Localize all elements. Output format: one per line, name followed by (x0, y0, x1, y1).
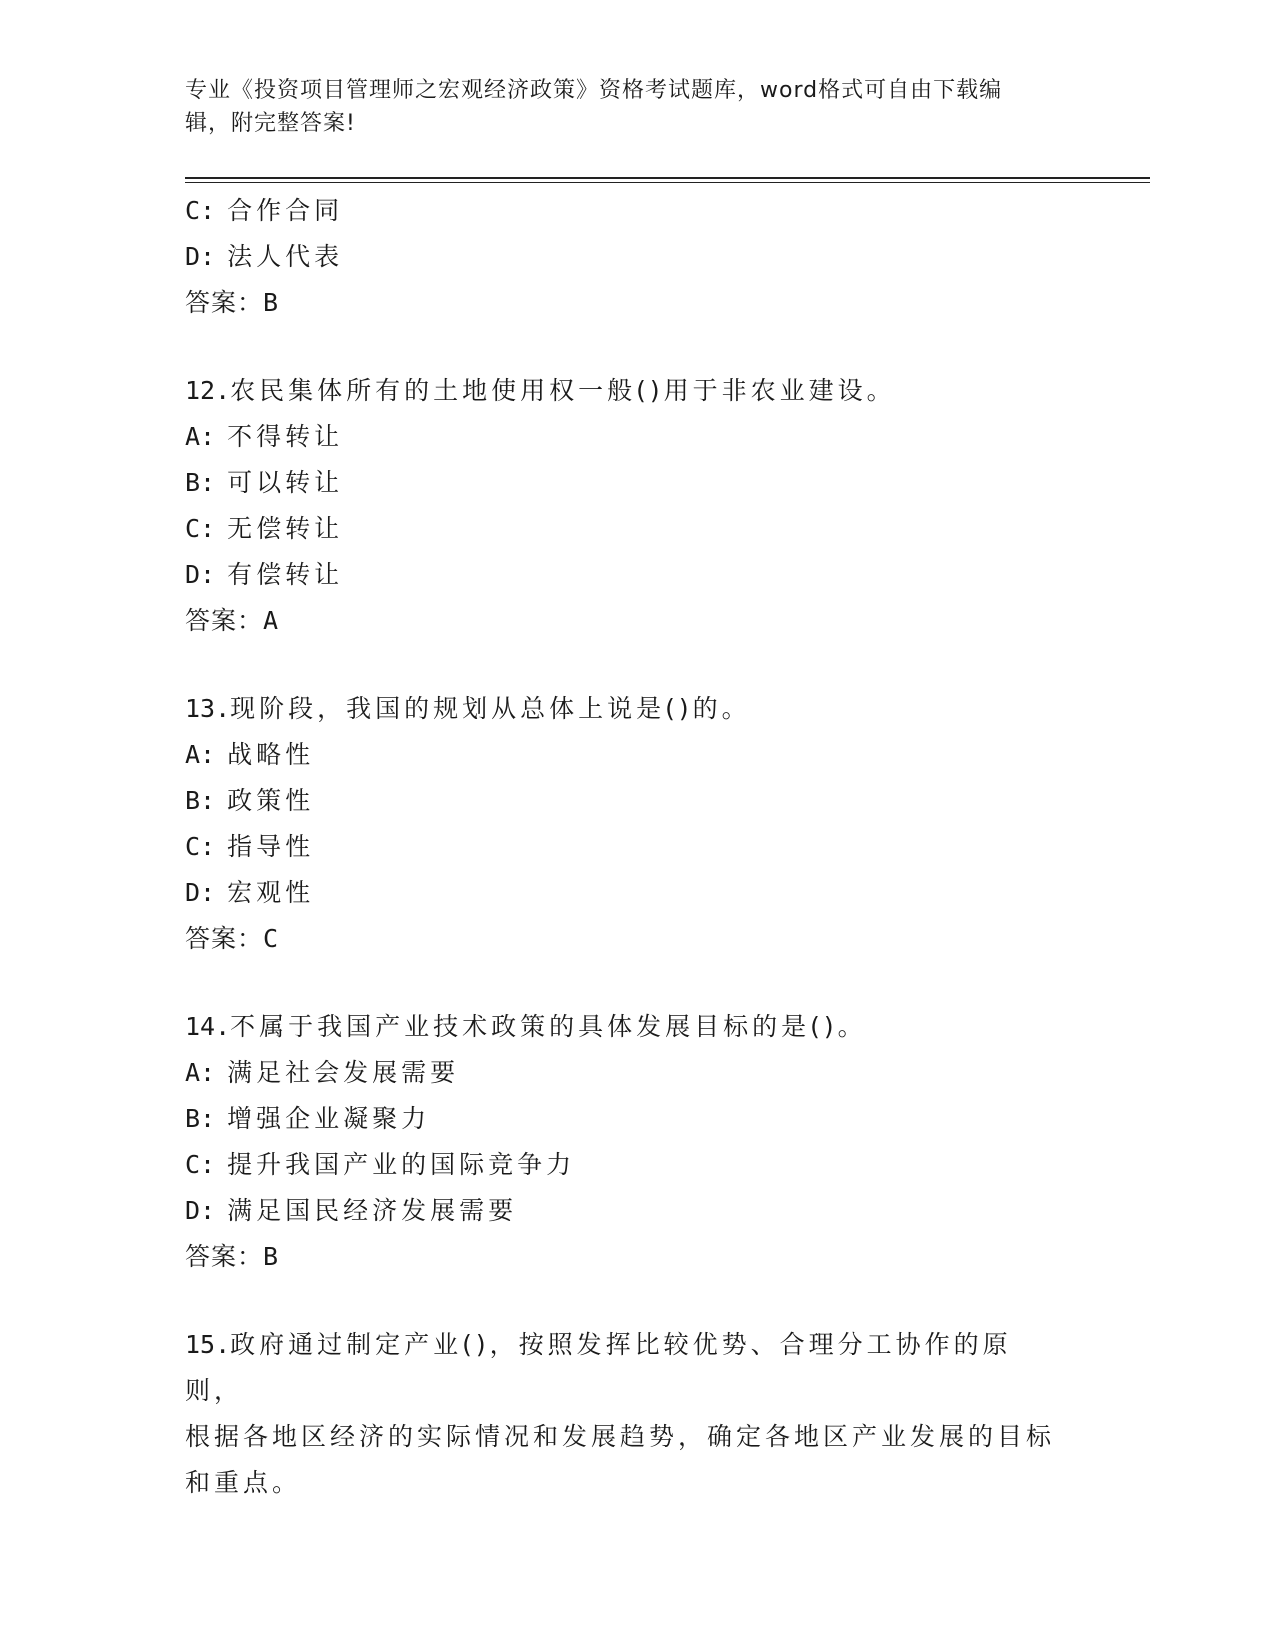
option-text: 不得转让 (227, 422, 344, 451)
answer-line (185, 916, 1085, 962)
answer-label: 答案： (185, 1242, 264, 1271)
answer-line (185, 598, 1085, 644)
option-letter: B: (185, 468, 216, 497)
option-b (185, 778, 1085, 824)
option-letter: B: (185, 786, 216, 815)
option-text: 战略性 (227, 740, 315, 769)
question-block-14 (185, 1004, 1085, 1280)
option-letter: C: (185, 1150, 216, 1179)
answer-label: 答案： (185, 606, 264, 635)
question-stem (185, 368, 1065, 414)
answer-value: C (263, 924, 280, 953)
question-line-1 (185, 1322, 1065, 1414)
question-line-2: 根据各地区经济的实际情况和发展趋势，确定各地区产业发展的目标 (185, 1422, 1056, 1451)
answer-label: 答案： (185, 288, 264, 317)
question-text: 现阶段，我国的规划从总体上说是()的。 (230, 694, 751, 723)
option-text: 无偿转让 (227, 514, 344, 543)
header-divider-thin (185, 182, 1150, 183)
option-text: 可以转让 (227, 468, 344, 497)
answer-label: 答案： (185, 924, 264, 953)
option-d (185, 1188, 1085, 1234)
document-header (185, 74, 1065, 140)
option-c (185, 824, 1085, 870)
option-letter: D: (185, 560, 216, 589)
option-text: 满足社会发展需要 (227, 1058, 460, 1087)
question-content (185, 188, 1085, 1506)
option-letter: C: (185, 196, 216, 225)
option-a (185, 414, 1085, 460)
option-c (185, 1142, 1085, 1188)
option-text: 宏观性 (227, 878, 315, 907)
question-block-13 (185, 686, 1085, 962)
option-d (185, 870, 1085, 916)
option-b (185, 1096, 1085, 1142)
header-divider-thick (185, 177, 1150, 179)
option-text: 法人代表 (227, 242, 344, 271)
option-letter: B: (185, 1104, 216, 1133)
answer-value: A (263, 606, 280, 635)
option-text: 有偿转让 (227, 560, 344, 589)
option-letter: D: (185, 242, 216, 271)
option-d (185, 234, 1085, 280)
answer-line (185, 280, 1085, 326)
option-text: 提升我国产业的国际竞争力 (227, 1150, 576, 1179)
option-text: 满足国民经济发展需要 (227, 1196, 518, 1225)
answer-value: B (263, 1242, 280, 1271)
answer-value: B (263, 288, 280, 317)
question-stem (185, 1004, 1065, 1050)
option-letter: D: (185, 1196, 216, 1225)
prev-question-block (185, 188, 1085, 326)
question-stem (185, 686, 1065, 732)
question-block-12 (185, 368, 1085, 644)
question-number: 13. (185, 694, 231, 723)
option-b (185, 460, 1085, 506)
option-d (185, 552, 1085, 598)
header-intro-line-1: 专业《投资项目管理师之宏观经济政策》资格考试题库，word格式可自由下载编 (185, 78, 1003, 103)
answer-line (185, 1234, 1085, 1280)
option-c (185, 188, 1085, 234)
header-intro-line-2: 辑，附完整答案! (185, 111, 356, 136)
option-letter: C: (185, 832, 216, 861)
question-text: 农民集体所有的土地使用权一般()用于非农业建设。 (230, 376, 896, 405)
option-letter: A: (185, 1058, 216, 1087)
option-text: 指导性 (227, 832, 315, 861)
option-text: 合作合同 (227, 196, 344, 225)
option-text: 政策性 (227, 786, 315, 815)
option-letter: A: (185, 422, 216, 451)
option-letter: D: (185, 878, 216, 907)
option-c (185, 506, 1085, 552)
question-stem (185, 1322, 1065, 1506)
question-text: 政府通过制定产业()，按照发挥比较优势、合理分工协作的原则， (185, 1330, 1012, 1405)
question-text: 不属于我国产业技术政策的具体发展目标的是()。 (230, 1012, 867, 1041)
question-block-15 (185, 1322, 1085, 1506)
option-a (185, 1050, 1085, 1096)
question-number: 14. (185, 1012, 231, 1041)
question-number: 15. (185, 1330, 231, 1359)
option-letter: A: (185, 740, 216, 769)
question-line-3: 和重点。 (185, 1468, 302, 1497)
option-letter: C: (185, 514, 216, 543)
question-number: 12. (185, 376, 231, 405)
option-a (185, 732, 1085, 778)
option-text: 增强企业凝聚力 (227, 1104, 431, 1133)
